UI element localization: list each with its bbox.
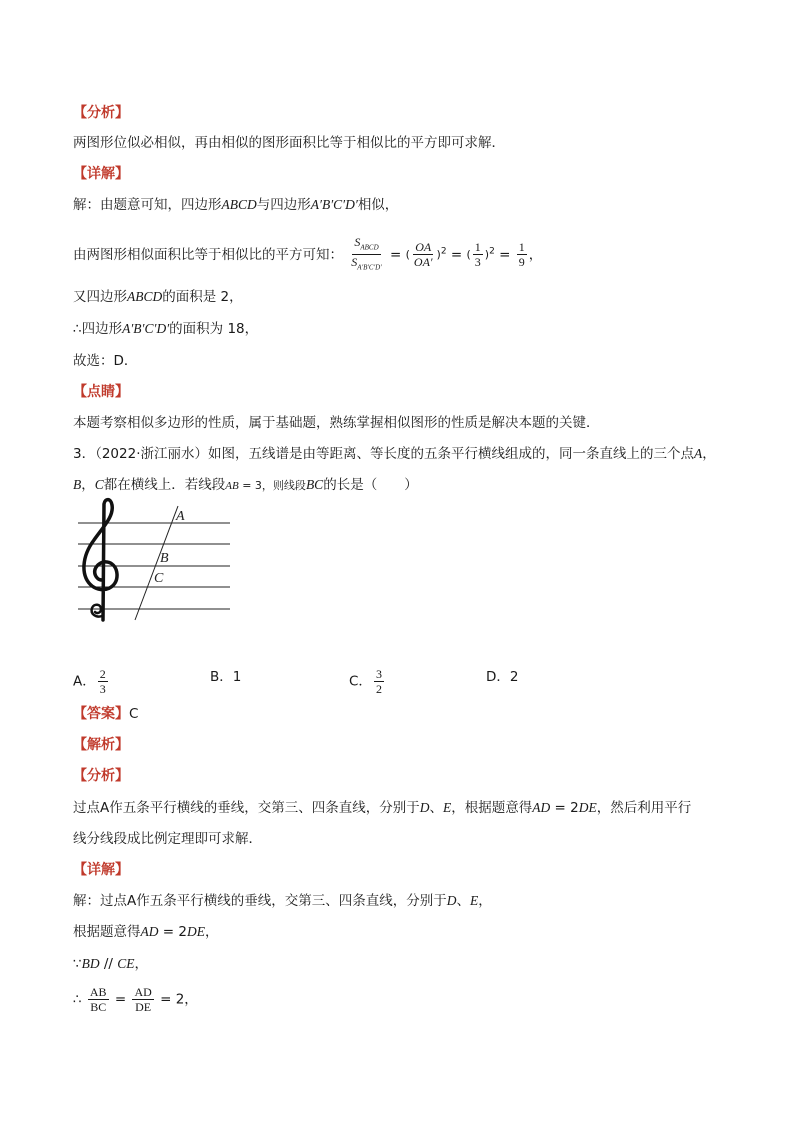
section-solution-title: 【解析】	[73, 737, 129, 753]
detail-line-1: 解：由题意可知，四边形ABCD与四边形A′B′C′D′相似，	[73, 197, 399, 213]
option-b: B．1	[210, 669, 242, 685]
area-ratio-fraction: $\frac{S_{ABCD}}{S_{A'B'C'D'}}$	[351, 235, 382, 272]
point-b-label: B	[160, 551, 169, 566]
point-c-label: C	[154, 571, 164, 586]
option-d: D．2	[486, 669, 519, 685]
option-c: C． $\frac{3}{2}$	[349, 667, 382, 696]
detail-2-line-1: 解：过点A作五条平行横线的垂线，交第三、四条直线，分别于D、E，	[73, 893, 492, 909]
section-comment-title: 【点睛】	[73, 384, 129, 400]
analysis-2-line-2: 线分线段成比例定理即可求解．	[73, 831, 262, 847]
detail-line-5: 故选：D．	[73, 353, 138, 369]
answer-line	[73, 705, 138, 723]
section-analysis-2-title: 【分析】	[73, 768, 129, 784]
treble-clef-icon	[84, 500, 117, 620]
detail-2-line-2: 根据题意得AD = 2DE，	[73, 924, 219, 940]
answer-title: 【答案】	[73, 706, 129, 722]
detail-line-3: 又四边形ABCD的面积是 2，	[73, 289, 243, 305]
music-staff-figure	[70, 496, 240, 626]
analysis-text: 两图形位似必相似，再由相似的图形面积比等于相似比的平方即可求解．	[73, 135, 505, 151]
point-a-label: A	[176, 509, 185, 524]
section-analysis-title: 【分析】	[73, 105, 129, 121]
section-detail-2-title: 【详解】	[73, 862, 129, 878]
question-3-line-2: B，C都在横线上．若线段AB = 3，则线段BC的长是（ ）	[73, 477, 418, 493]
detail-line-4: ∴四边形A′B′C′D′的面积为 18，	[73, 321, 259, 337]
question-3-line-1: 3．（2022·浙江丽水）如图，五线谱是由等距离、等长度的五条平行横线组成的，同一条直线上的三个点A，	[73, 446, 716, 462]
section-detail-title: 【详解】	[73, 166, 129, 182]
staff-lines	[78, 523, 230, 609]
detail-2-line-3: ∵BD // CE，	[73, 956, 149, 972]
detail-2-line-4: ∴ $\frac{AB}{BC}$ = $\frac{AD}{DE}$ = 2，	[73, 985, 198, 1014]
detail-line-2-formula: 由两图形相似面积比等于相似比的平方可知： $\frac{S_{ABCD}}{S_{A'B'C'D'}}$ = ( $\frac{OA}{OA'}$ )$^2$ = ( $\frac{1}{3}$ )$^2$ = $\frac{1}{9}$ ，	[73, 235, 543, 272]
option-a: A． $\frac{2}{3}$	[73, 667, 106, 696]
answer-value: C	[129, 706, 139, 722]
analysis-2-line-1: 过点A作五条平行横线的垂线，交第三、四条直线，分别于D、E，根据题意得AD = 2DE，然后利用平行	[73, 800, 692, 816]
comment-text: 本题考察相似多边形的性质，属于基础题，熟练掌握相似图形的性质是解决本题的关键．	[73, 415, 600, 431]
